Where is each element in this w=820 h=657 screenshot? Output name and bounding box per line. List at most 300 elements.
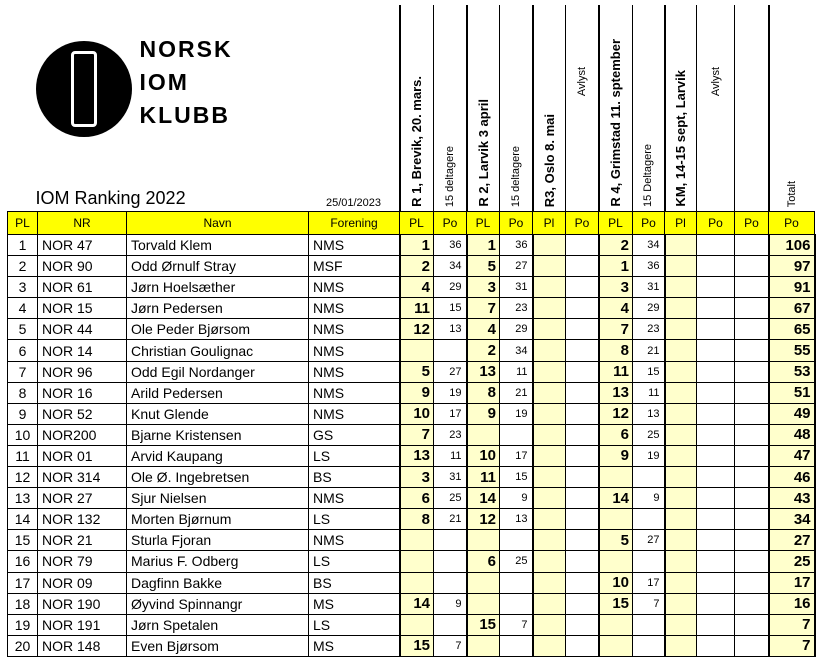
r1-points-cell	[434, 551, 467, 572]
r2-points-cell	[500, 424, 533, 445]
r3-place-cell	[533, 530, 566, 551]
r2-place-cell	[467, 593, 500, 614]
r1-points-cell: 29	[434, 277, 467, 298]
r4-points-cell: 31	[633, 277, 665, 298]
r2-place-cell: 8	[467, 382, 500, 403]
r4-points-cell: 36	[633, 256, 665, 277]
sail-number-cell: NOR 16	[38, 382, 127, 403]
r1-place-cell: 10	[400, 403, 434, 424]
extra-points-cell	[735, 256, 769, 277]
race-2-note: 15 deltagere	[500, 5, 533, 212]
name-cell: Øyvind Spinnangr	[127, 593, 309, 614]
rank-cell: 8	[8, 382, 38, 403]
r4-place-cell: 4	[599, 298, 633, 319]
km-place-cell	[665, 298, 697, 319]
club-cell: MS	[309, 593, 400, 614]
r1-points-cell: 7	[434, 635, 467, 656]
header-logo-cell	[8, 5, 309, 212]
r1-place-cell: 3	[400, 467, 434, 488]
col-total: Po	[769, 212, 815, 235]
extra-points-cell	[735, 467, 769, 488]
col-r4-pl: PL	[599, 212, 633, 235]
km-place-cell	[665, 403, 697, 424]
r2-place-cell	[467, 530, 500, 551]
r2-points-cell	[500, 530, 533, 551]
r4-place-cell: 12	[599, 403, 633, 424]
r4-points-cell: 11	[633, 382, 665, 403]
sail-number-cell: NOR 15	[38, 298, 127, 319]
r2-points-cell: 29	[500, 319, 533, 340]
r3-points-cell	[566, 256, 599, 277]
r4-place-cell: 10	[599, 572, 633, 593]
sail-number-cell: NOR 44	[38, 319, 127, 340]
rank-cell: 17	[8, 572, 38, 593]
r2-points-cell: 17	[500, 445, 533, 466]
club-cell: NMS	[309, 361, 400, 382]
table-row	[8, 614, 815, 635]
table-row	[8, 488, 815, 509]
name-cell: Ole Ø. Ingebretsen	[127, 467, 309, 488]
sail-number-cell: NOR 61	[38, 277, 127, 298]
name-cell: Christian Goulignac	[127, 340, 309, 361]
sail-number-cell: NOR 191	[38, 614, 127, 635]
r3-points-cell	[566, 319, 599, 340]
total-points-cell: 106	[769, 235, 815, 256]
rank-cell: 11	[8, 445, 38, 466]
r3-points-cell	[566, 361, 599, 382]
col-r1-po: Po	[434, 212, 467, 235]
club-cell: NMS	[309, 298, 400, 319]
r1-place-cell	[400, 551, 434, 572]
r3-place-cell	[533, 256, 566, 277]
race-1-header: R 1, Brevik, 20. mars.	[400, 5, 434, 212]
col-x-po: Po	[735, 212, 769, 235]
r2-points-cell	[500, 635, 533, 656]
r2-points-cell: 31	[500, 277, 533, 298]
extra-points-cell	[735, 509, 769, 530]
page-title: IOM Ranking 2022	[35, 188, 186, 208]
name-cell: Jørn Pedersen	[127, 298, 309, 319]
extra-points-cell	[735, 424, 769, 445]
iom-logo-bar-icon	[71, 51, 97, 127]
r3-points-cell	[566, 551, 599, 572]
r1-place-cell: 11	[400, 298, 434, 319]
total-points-cell: 46	[769, 467, 815, 488]
sail-number-cell: NOR 52	[38, 403, 127, 424]
km-points-cell	[697, 256, 735, 277]
km-points-cell	[697, 614, 735, 635]
r3-place-cell	[533, 340, 566, 361]
r4-points-cell: 21	[633, 340, 665, 361]
r2-place-cell: 7	[467, 298, 500, 319]
extra-points-cell	[735, 635, 769, 656]
name-cell: Jørn Hoelsæther	[127, 277, 309, 298]
r3-place-cell	[533, 361, 566, 382]
total-points-cell: 25	[769, 551, 815, 572]
r4-points-cell: 13	[633, 403, 665, 424]
r2-place-cell: 2	[467, 340, 500, 361]
km-points-cell	[697, 530, 735, 551]
sail-number-cell: NOR 96	[38, 361, 127, 382]
km-place-cell	[665, 614, 697, 635]
r3-points-cell	[566, 635, 599, 656]
extra-points-cell	[735, 340, 769, 361]
club-cell: BS	[309, 572, 400, 593]
r1-place-cell	[400, 614, 434, 635]
km-points-cell	[697, 235, 735, 256]
name-cell: Knut Glende	[127, 403, 309, 424]
r2-points-cell: 7	[500, 614, 533, 635]
km-points-cell	[697, 319, 735, 340]
km-place-cell	[665, 467, 697, 488]
r3-points-cell	[566, 298, 599, 319]
r1-place-cell	[400, 572, 434, 593]
r2-points-cell: 11	[500, 361, 533, 382]
total-points-cell: 49	[769, 403, 815, 424]
km-place-cell	[665, 593, 697, 614]
name-cell: Sjur Nielsen	[127, 488, 309, 509]
km-place-cell	[665, 530, 697, 551]
r1-points-cell: 19	[434, 382, 467, 403]
r3-points-cell	[566, 509, 599, 530]
km-place-cell	[665, 382, 697, 403]
r1-place-cell: 7	[400, 424, 434, 445]
km-points-cell	[697, 551, 735, 572]
club-logo-text: NORSK IOM KLUBB	[139, 36, 233, 128]
r3-place-cell	[533, 445, 566, 466]
r2-points-cell: 21	[500, 382, 533, 403]
race-3-note: Avlyst	[566, 5, 599, 212]
club-cell: LS	[309, 445, 400, 466]
club-cell: NMS	[309, 235, 400, 256]
rank-cell: 10	[8, 424, 38, 445]
sail-number-cell: NOR 27	[38, 488, 127, 509]
r1-place-cell	[400, 530, 434, 551]
km-place-cell	[665, 551, 697, 572]
r4-place-cell: 9	[599, 445, 633, 466]
r4-points-cell	[633, 467, 665, 488]
total-points-cell: 17	[769, 572, 815, 593]
sail-number-cell: NOR 14	[38, 340, 127, 361]
sail-number-cell: NOR200	[38, 424, 127, 445]
name-cell: Bjarne Kristensen	[127, 424, 309, 445]
r2-points-cell: 27	[500, 256, 533, 277]
name-cell: Dagfinn Bakke	[127, 572, 309, 593]
r1-points-cell	[434, 530, 467, 551]
r1-place-cell: 1	[400, 235, 434, 256]
r1-points-cell: 15	[434, 298, 467, 319]
r3-place-cell	[533, 572, 566, 593]
r2-place-cell	[467, 572, 500, 593]
r1-place-cell: 2	[400, 256, 434, 277]
km-points-cell	[697, 424, 735, 445]
r1-points-cell: 9	[434, 593, 467, 614]
r4-points-cell: 17	[633, 572, 665, 593]
r4-points-cell: 15	[633, 361, 665, 382]
r3-points-cell	[566, 467, 599, 488]
club-cell: NMS	[309, 277, 400, 298]
r1-place-cell: 8	[400, 509, 434, 530]
extra-points-cell	[735, 530, 769, 551]
r4-place-cell	[599, 509, 633, 530]
r4-place-cell: 11	[599, 361, 633, 382]
col-km-pl: Pl	[665, 212, 697, 235]
total-points-cell: 7	[769, 635, 815, 656]
table-row	[8, 340, 815, 361]
table-row	[8, 277, 815, 298]
r3-points-cell	[566, 382, 599, 403]
table-row	[8, 572, 815, 593]
name-cell: Arvid Kaupang	[127, 445, 309, 466]
club-cell: MSF	[309, 256, 400, 277]
name-cell: Morten Bjørnum	[127, 509, 309, 530]
r4-points-cell	[633, 635, 665, 656]
club-cell: NMS	[309, 340, 400, 361]
total-points-cell: 53	[769, 361, 815, 382]
km-place-cell	[665, 256, 697, 277]
extra-header	[735, 5, 769, 212]
total-points-cell: 34	[769, 509, 815, 530]
col-r3-pl: Pl	[533, 212, 566, 235]
table-row	[8, 361, 815, 382]
r4-points-cell: 27	[633, 530, 665, 551]
km-place-cell	[665, 235, 697, 256]
r4-points-cell: 23	[633, 319, 665, 340]
table-row	[8, 467, 815, 488]
r1-place-cell: 14	[400, 593, 434, 614]
sail-number-cell: NOR 01	[38, 445, 127, 466]
rank-cell: 12	[8, 467, 38, 488]
club-cell: NMS	[309, 488, 400, 509]
table-row	[8, 319, 815, 340]
ranking-table	[7, 5, 816, 657]
col-r2-po: Po	[500, 212, 533, 235]
club-cell: LS	[309, 551, 400, 572]
r3-place-cell	[533, 551, 566, 572]
km-points-cell	[697, 403, 735, 424]
col-forening: Forening	[309, 212, 400, 235]
km-header: KM, 14-15 sept, Larvik	[665, 5, 697, 212]
r1-points-cell: 31	[434, 467, 467, 488]
sail-number-cell: NOR 132	[38, 509, 127, 530]
km-place-cell	[665, 635, 697, 656]
r2-place-cell: 5	[467, 256, 500, 277]
rank-cell: 15	[8, 530, 38, 551]
r4-place-cell	[599, 551, 633, 572]
km-place-cell	[665, 424, 697, 445]
col-km-po: Po	[697, 212, 735, 235]
r3-points-cell	[566, 340, 599, 361]
r2-points-cell: 19	[500, 403, 533, 424]
col-r3-po: Po	[566, 212, 599, 235]
table-row	[8, 635, 815, 656]
km-points-cell	[697, 488, 735, 509]
total-points-cell: 55	[769, 340, 815, 361]
km-place-cell	[665, 319, 697, 340]
r2-points-cell: 23	[500, 298, 533, 319]
r1-points-cell	[434, 572, 467, 593]
km-place-cell	[665, 361, 697, 382]
extra-points-cell	[735, 361, 769, 382]
extra-points-cell	[735, 319, 769, 340]
name-cell: Sturla Fjoran	[127, 530, 309, 551]
r1-place-cell	[400, 340, 434, 361]
table-row	[8, 445, 815, 466]
total-points-cell: 47	[769, 445, 815, 466]
r1-points-cell	[434, 614, 467, 635]
table-row	[8, 256, 815, 277]
name-cell: Odd Ørnulf Stray	[127, 256, 309, 277]
r4-place-cell	[599, 467, 633, 488]
r2-place-cell: 4	[467, 319, 500, 340]
table-row	[8, 382, 815, 403]
km-points-cell	[697, 635, 735, 656]
r1-place-cell: 13	[400, 445, 434, 466]
r1-points-cell: 21	[434, 509, 467, 530]
r4-place-cell	[599, 614, 633, 635]
sail-number-cell: NOR 190	[38, 593, 127, 614]
club-cell: BS	[309, 467, 400, 488]
total-points-cell: 97	[769, 256, 815, 277]
km-place-cell	[665, 277, 697, 298]
r1-points-cell: 11	[434, 445, 467, 466]
r1-place-cell: 12	[400, 319, 434, 340]
km-place-cell	[665, 488, 697, 509]
r1-points-cell: 17	[434, 403, 467, 424]
race-3-header: R3, Oslo 8. mai	[533, 5, 566, 212]
km-points-cell	[697, 509, 735, 530]
total-points-cell: 65	[769, 319, 815, 340]
col-r4-po: Po	[633, 212, 665, 235]
extra-points-cell	[735, 403, 769, 424]
sail-number-cell: NOR 47	[38, 235, 127, 256]
km-points-cell	[697, 572, 735, 593]
race-4-note: 15 Deltagere	[633, 5, 665, 212]
r2-place-cell: 13	[467, 361, 500, 382]
club-cell: NMS	[309, 319, 400, 340]
rank-cell: 16	[8, 551, 38, 572]
r3-place-cell	[533, 319, 566, 340]
r4-points-cell: 9	[633, 488, 665, 509]
rank-cell: 7	[8, 361, 38, 382]
r4-place-cell	[599, 635, 633, 656]
club-cell: LS	[309, 509, 400, 530]
col-r1-pl: PL	[400, 212, 434, 235]
rank-cell: 1	[8, 235, 38, 256]
club-cell: MS	[309, 635, 400, 656]
km-points-cell	[697, 382, 735, 403]
km-points-cell	[697, 340, 735, 361]
r2-place-cell: 9	[467, 403, 500, 424]
race-1-note: 15 deltagere	[434, 5, 467, 212]
r3-place-cell	[533, 635, 566, 656]
r3-place-cell	[533, 424, 566, 445]
r2-place-cell: 14	[467, 488, 500, 509]
r1-place-cell: 4	[400, 277, 434, 298]
r3-points-cell	[566, 235, 599, 256]
extra-points-cell	[735, 551, 769, 572]
results-body	[8, 235, 815, 657]
table-row	[8, 551, 815, 572]
r3-place-cell	[533, 403, 566, 424]
club-cell: NMS	[309, 403, 400, 424]
r2-place-cell: 10	[467, 445, 500, 466]
rank-cell: 3	[8, 277, 38, 298]
extra-points-cell	[735, 445, 769, 466]
name-cell: Ole Peder Bjørsom	[127, 319, 309, 340]
race-4-header: R 4, Grimstad 11. sptember	[599, 5, 633, 212]
r4-points-cell: 19	[633, 445, 665, 466]
r3-points-cell	[566, 277, 599, 298]
total-points-cell: 91	[769, 277, 815, 298]
r2-place-cell: 11	[467, 467, 500, 488]
rank-cell: 4	[8, 298, 38, 319]
r4-place-cell: 7	[599, 319, 633, 340]
sail-number-cell: NOR 21	[38, 530, 127, 551]
table-row	[8, 298, 815, 319]
rank-cell: 18	[8, 593, 38, 614]
table-row	[8, 424, 815, 445]
r4-place-cell: 3	[599, 277, 633, 298]
extra-points-cell	[735, 593, 769, 614]
total-points-cell: 43	[769, 488, 815, 509]
r4-place-cell: 1	[599, 256, 633, 277]
r1-points-cell: 25	[434, 488, 467, 509]
r1-place-cell: 15	[400, 635, 434, 656]
rank-cell: 19	[8, 614, 38, 635]
r3-points-cell	[566, 424, 599, 445]
extra-points-cell	[735, 488, 769, 509]
total-points-cell: 7	[769, 614, 815, 635]
total-points-cell: 51	[769, 382, 815, 403]
rank-cell: 9	[8, 403, 38, 424]
km-points-cell	[697, 277, 735, 298]
sail-number-cell: NOR 90	[38, 256, 127, 277]
r3-place-cell	[533, 488, 566, 509]
extra-points-cell	[735, 382, 769, 403]
r4-points-cell: 29	[633, 298, 665, 319]
r3-points-cell	[566, 403, 599, 424]
table-row	[8, 403, 815, 424]
name-cell: Arild Pedersen	[127, 382, 309, 403]
r2-points-cell: 9	[500, 488, 533, 509]
rank-cell: 6	[8, 340, 38, 361]
r2-place-cell: 15	[467, 614, 500, 635]
rank-cell: 2	[8, 256, 38, 277]
r4-place-cell: 5	[599, 530, 633, 551]
extra-points-cell	[735, 298, 769, 319]
club-cell: LS	[309, 614, 400, 635]
r2-place-cell: 1	[467, 235, 500, 256]
km-place-cell	[665, 340, 697, 361]
km-note: Avlyst	[697, 5, 735, 212]
total-header: Totalt	[769, 5, 815, 212]
date-label: 25/01/2023	[325, 197, 382, 209]
name-cell: Even Bjørsom	[127, 635, 309, 656]
name-cell: Torvald Klem	[127, 235, 309, 256]
col-r2-pl: PL	[467, 212, 500, 235]
r2-place-cell: 3	[467, 277, 500, 298]
r1-points-cell	[434, 340, 467, 361]
r4-place-cell: 15	[599, 593, 633, 614]
r3-place-cell	[533, 235, 566, 256]
table-row	[8, 235, 815, 256]
r2-points-cell: 13	[500, 509, 533, 530]
name-cell: Odd Egil Nordanger	[127, 361, 309, 382]
r3-points-cell	[566, 614, 599, 635]
km-points-cell	[697, 467, 735, 488]
club-cell: NMS	[309, 530, 400, 551]
